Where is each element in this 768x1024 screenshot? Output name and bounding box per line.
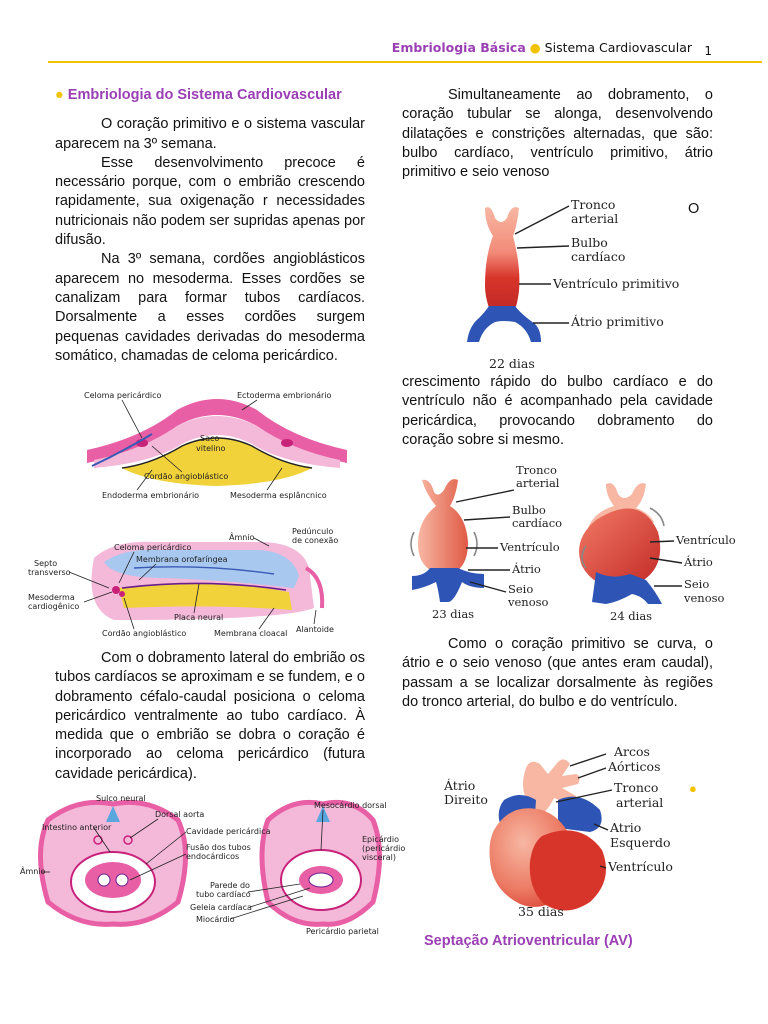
heading-text: Embriologia do Sistema Cardiovascular — [67, 87, 342, 103]
label-epicardio-2: (pericárdio — [362, 844, 406, 853]
label-vitelino: vitelino — [196, 444, 226, 453]
page-header — [0, 0, 768, 62]
page-number: 1 — [704, 44, 712, 58]
left-column-folding — [55, 649, 365, 784]
heart-24 — [579, 508, 660, 587]
label-membrana-oro: Membrana orofaríngea — [136, 555, 228, 564]
label-cordao: Cordão angioblástico — [144, 472, 229, 481]
section-heading — [55, 86, 365, 105]
label-seio-23-1: Seio — [508, 582, 534, 596]
label-sulco: Sulco neural — [96, 794, 146, 803]
label-placa: Placa neural — [174, 613, 224, 622]
label-epicardio-1: Epicárdio — [362, 835, 399, 844]
label-atrio-esq-1: Atrio — [610, 820, 642, 835]
label-septo-1: Septo — [34, 559, 58, 568]
label-23-dias: 23 dias — [432, 607, 475, 621]
label-atrio-esq-2: Esquerdo — [610, 835, 671, 850]
label-atrio-23: Átrio — [512, 562, 541, 576]
label-tronco-22-1: Tronco — [571, 197, 616, 212]
paragraph-4: Com o dobramento lateral do embrião os tubos cardíacos se aproximam e se fundem, e o dobramento céfalo-caudal posiciona o celoma pericárdico ventralmente ao tubo cardíaco. À medida que o embrião se dobra o coração é incorporado ao celoma pericárdico (futura cavidade pericárdica). — [55, 650, 365, 782]
right-paragraph-1: Simultaneamente ao dobramento, o coração tubular se alonga, desenvolvendo dilatações e constrições alternadas, que são: bulbo cardíaco, ventrículo primitivo, átrio primitivo e seio venoso — [402, 87, 713, 181]
label-intestino: Intestino anterior — [42, 823, 112, 832]
running-title — [392, 40, 692, 55]
label-bulbo-23-2: cardíaco — [512, 516, 563, 530]
right-o-char: O — [688, 201, 700, 217]
label-fusao-2: endocárdicos — [186, 852, 240, 861]
venous-24 — [592, 572, 662, 604]
label-bulbo-22-2: cardíaco — [571, 249, 626, 264]
label-arcos-2: Aórticos — [608, 759, 661, 774]
label-cavidade: Cavidade pericárdica — [186, 827, 271, 836]
label-mesoderma-2: cardiogênico — [28, 602, 80, 611]
chapter-title: Sistema Cardiovascular — [544, 40, 692, 55]
label-35-dias: 35 dias — [518, 904, 564, 919]
right-paragraph-3: Como o coração primitivo se curva, o átrio e o seio venoso (que antes eram caudal), passam a se localizar dorsalmente às regiões do tronco arterial, do bulbo e do ventrículo. — [402, 636, 713, 710]
label-septo-2: transverso — [28, 568, 71, 577]
right-bullet: ● — [689, 781, 697, 796]
header-rule — [48, 61, 762, 63]
label-arcos-1: Arcos — [614, 744, 650, 759]
label-24-dias: 24 dias — [610, 609, 653, 623]
figure-embryo-cross-section — [82, 388, 352, 503]
label-geleia: Geleia cardíaca — [190, 903, 252, 912]
label-alantoide: Alantoide — [296, 625, 334, 634]
right-column-intro — [402, 86, 713, 182]
figure-heart-23-24-days — [400, 462, 740, 627]
venous-23 — [412, 568, 484, 602]
label-tronco-35-1: Tronco — [614, 780, 659, 795]
label-seio-24-1: Seio — [684, 577, 710, 591]
label-ventriculo-35: Ventrículo — [608, 859, 673, 874]
label-mesoderma: Mesoderma esplâncnico — [230, 491, 327, 500]
label-celoma: Celoma pericárdico — [84, 391, 162, 400]
label-parede-1: Parede do — [210, 881, 250, 890]
left-column-intro — [55, 86, 365, 366]
label-amnio-3: Âmnio — [20, 867, 46, 876]
label-seio-24-2: venoso — [684, 591, 725, 605]
label-tronco-23-1: Tronco — [516, 463, 557, 477]
label-saco: Saco — [200, 434, 220, 443]
right-column-growth — [402, 373, 713, 450]
label-seio-23-2: venoso — [508, 595, 549, 609]
figure-embryo-sagittal-section — [24, 528, 354, 643]
label-atrio-dir-2: Direito — [444, 792, 488, 807]
paragraph-3: Na 3º semana, cordões angioblásticos aparecem no mesoderma. Esses cordões se canalizam para formar tubos cardíacos. Dorsalmente a esses cordões surgem pequenas cavidades derivadas do mesoderma somático, chamadas de celoma pericárdico. — [55, 251, 365, 364]
label-ectoderma: Ectoderma embrionário — [237, 391, 332, 400]
left-atrium-vein — [558, 797, 602, 832]
label-fusao-1: Fusão dos tubos — [186, 843, 251, 852]
label-atrio-dir-1: Átrio — [444, 778, 476, 793]
right-column-curving — [402, 635, 713, 712]
right-paragraph-2: crescimento rápido do bulbo cardíaco e do ventrículo não é acompanhado pela cavidade pericárdica, provocando dobramento do coração sobre si mesmo. — [402, 374, 713, 448]
label-22-dias: 22 dias — [489, 356, 535, 371]
ventricle-35 — [530, 830, 606, 910]
label-pericardio-parietal: Pericárdio parietal — [306, 927, 379, 936]
venous-end-22 — [467, 306, 541, 342]
label-epicardio-3: visceral) — [362, 853, 396, 862]
label-mesocardio: Mesocárdio dorsal — [314, 801, 387, 810]
label-ventriculo-23: Ventrículo — [500, 540, 560, 554]
label-pedunculo-1: Pedúnculo — [292, 527, 334, 536]
label-pedunculo-2: de conexão — [292, 536, 339, 545]
heading-bullet: ● — [55, 87, 64, 103]
heart-23 — [418, 479, 468, 570]
label-miocardio: Miocárdio — [196, 915, 235, 924]
label-mesoderma-1: Mesoderma — [28, 593, 75, 602]
book-title: Embriologia Básica — [391, 40, 526, 55]
label-celoma-2: Celoma pericárdico — [114, 543, 192, 552]
header-separator: ● — [529, 40, 541, 55]
figure-heart-35-days — [430, 740, 700, 922]
label-atrio-22: Átrio primitivo — [571, 314, 664, 329]
label-cordao-2: Cordão angioblástico — [102, 629, 187, 638]
label-tronco-22-2: arterial — [571, 211, 619, 226]
label-amnio: Âmnio — [229, 533, 255, 542]
label-bulbo-23-1: Bulbo — [512, 503, 546, 517]
label-ventriculo-22: Ventrículo primitivo — [553, 276, 680, 291]
paragraph-1: O coração primitivo e o sistema vascular aparecem na 3º semana. — [55, 116, 365, 152]
figure-heart-22-days — [455, 196, 685, 376]
label-membrana-cloacal: Membrana cloacal — [214, 629, 288, 638]
paragraph-2: Esse desenvolvimento precoce é necessário porque, com o embrião crescendo rapidamente, sua oxigenação r necessidades nutricionais não podem ser supridas apenas por difusão. — [55, 154, 365, 249]
label-bulbo-22-1: Bulbo — [571, 235, 608, 250]
label-ventriculo-24: Ventrículo — [676, 533, 736, 547]
label-tronco-23-2: arterial — [516, 476, 560, 490]
septacao-heading: Septação Atrioventricular (AV) — [424, 933, 633, 949]
label-parede-2: tubo cardíaco — [196, 890, 251, 899]
heart-tube-22 — [485, 207, 519, 308]
label-atrio-24: Átrio — [684, 555, 713, 569]
label-tronco-35-2: arterial — [616, 795, 664, 810]
label-dorsal-aorta: Dorsal aorta — [155, 810, 205, 819]
label-endoderma: Endoderma embrionário — [102, 491, 200, 500]
pericardial-coelom-right — [281, 439, 293, 447]
figure-transverse-sections — [18, 792, 406, 937]
